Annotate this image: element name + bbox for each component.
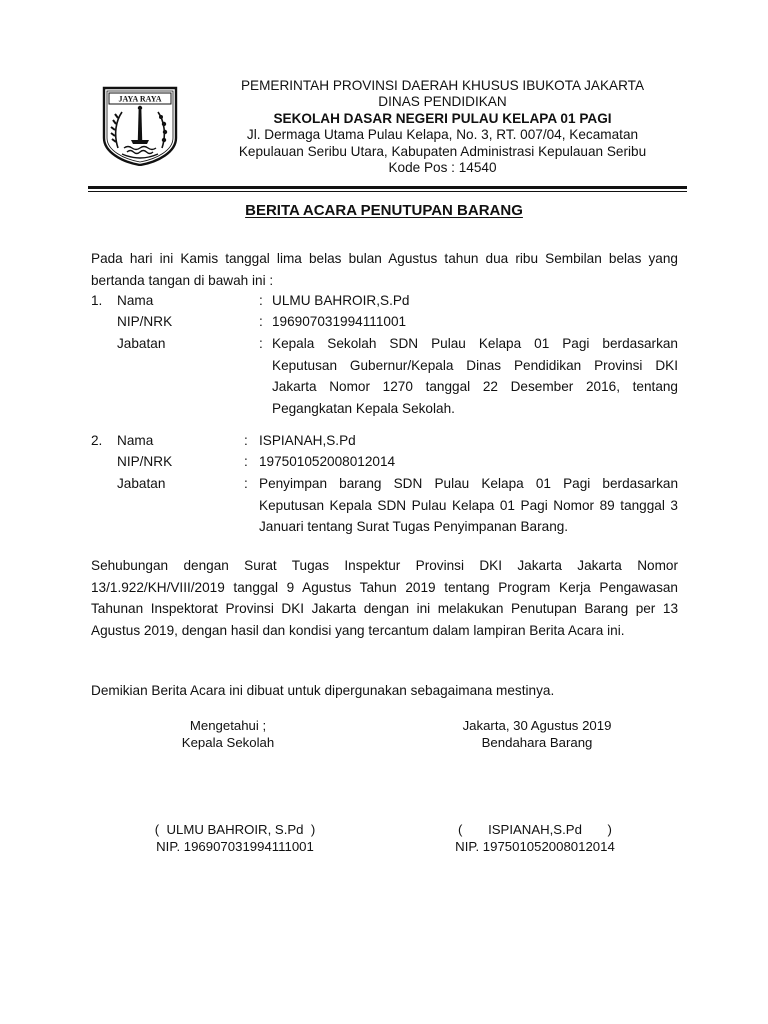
letterhead-postal-code: Kode Pos : 14540 xyxy=(388,160,497,176)
signature-right-role: Bendahara Barang xyxy=(481,734,593,750)
body-paragraph: Sehubungan dengan Surat Tugas Inspektur Provinsi DKI Jakarta Jakarta Nomor 13/1.922/KH/VIII/2019 tanggal 9 Agustus Tahun 2019 tentang Program Kerja Pengawasan Tahunan Inspektorat Provinsi DKI Jakarta dengan ini melakukan Penutupan Barang per 13 Agustus 2019, dengan hasil dan kondisi yang tercantum dalam lampiran Berita Acara ini. xyxy=(91,558,678,638)
signature-right-block xyxy=(420,822,650,855)
person-2-name-colon: : xyxy=(244,433,248,448)
letterhead-address-line1: Jl. Dermaga Utama Pulau Kelapa, No. 3, RT. 007/04, Kecamatan xyxy=(246,127,639,143)
closing-paragraph: Demikian Berita Acara ini dibuat untuk dipergunakan sebagaimana mestinya. xyxy=(91,683,555,698)
person-2-position-label: Jabatan xyxy=(117,476,166,491)
document-title: BERITA ACARA PENUTUPAN BARANG xyxy=(245,202,523,219)
letterhead-address-line2: Kepulauan Seribu Utara, Kabupaten Administrasi Kepulauan Seribu xyxy=(238,143,647,159)
signature-left-name: ( ULMU BAHROIR, S.Pd ) xyxy=(154,822,316,837)
letterhead-school-name: SEKOLAH DASAR NEGERI PULAU KELAPA 01 PAGI xyxy=(273,110,612,126)
signature-left-nip: NIP. 196907031994111001 xyxy=(156,838,314,854)
person-1-name: ULMU BAHROIR,S.Pd xyxy=(272,293,410,308)
person-2-number: 2. xyxy=(91,433,103,448)
signature-right-name: ( ISPIANAH,S.Pd ) xyxy=(458,822,612,837)
letterhead-divider-thick xyxy=(88,186,687,189)
letterhead-government: PEMERINTAH PROVINSI DAERAH KHUSUS IBUKOTA JAKARTA xyxy=(240,78,645,93)
person-1-nip-colon: : xyxy=(259,314,263,329)
signature-left-heading xyxy=(130,718,326,751)
person-1-nip: 196907031994111001 xyxy=(272,314,407,329)
signature-right-heading xyxy=(432,718,642,751)
person-2-name-label: Nama xyxy=(117,433,154,448)
signature-left-acknowledged: Mengetahui ; xyxy=(189,718,267,733)
person-2-nip-colon: : xyxy=(244,454,248,469)
person-2-nip: 197501052008012014 xyxy=(259,454,396,469)
intro-paragraph: Pada hari ini Kamis tanggal lima belas bulan Agustus tahun dua ribu Sembilan belas yang bertanda tangan di bawah ini : xyxy=(91,251,678,288)
letterhead-department: DINAS PENDIDIKAN xyxy=(378,94,507,110)
letterhead xyxy=(200,78,685,176)
person-2-nip-label: NIP/NRK xyxy=(117,454,173,469)
person-1-nip-label: NIP/NRK xyxy=(117,314,173,329)
person-1-name-label: Nama xyxy=(117,293,154,308)
letterhead-divider-thin xyxy=(88,191,687,192)
person-2-position-colon: : xyxy=(244,476,248,491)
person-1-number: 1. xyxy=(91,293,103,308)
person-1-name-colon: : xyxy=(259,293,263,308)
person-2-name: ISPIANAH,S.Pd xyxy=(259,433,356,448)
signature-left-role: Kepala Sekolah xyxy=(181,734,275,750)
signature-right-nip: NIP. 197501052008012014 xyxy=(455,838,615,854)
signature-left-block xyxy=(120,822,350,855)
signature-right-place-date: Jakarta, 30 Agustus 2019 xyxy=(462,718,612,733)
person-1-position-label: Jabatan xyxy=(117,336,166,351)
logo-text: JAYA RAYA xyxy=(118,94,162,104)
jakarta-emblem-logo xyxy=(100,84,180,166)
person-2-position: Penyimpan barang SDN Pulau Kelapa 01 Pagi berdasarkan Keputusan Kepala SDN Pulau Kelapa 01 Pagi Nomor 89 tanggal 3 Januari tentang Surat Tugas Penyimpanan Barang. xyxy=(259,476,678,534)
person-1-position-colon: : xyxy=(259,336,263,351)
person-1-position: Kepala Sekolah SDN Pulau Kelapa 01 Pagi berdasarkan Keputusan Gubernur/Kepala Dinas Pendidikan Provinsi DKI Jakarta Nomor 1270 tanggal 22 Desember 2016, tentang Pegangkatan Kepala Sekolah. xyxy=(272,336,678,416)
